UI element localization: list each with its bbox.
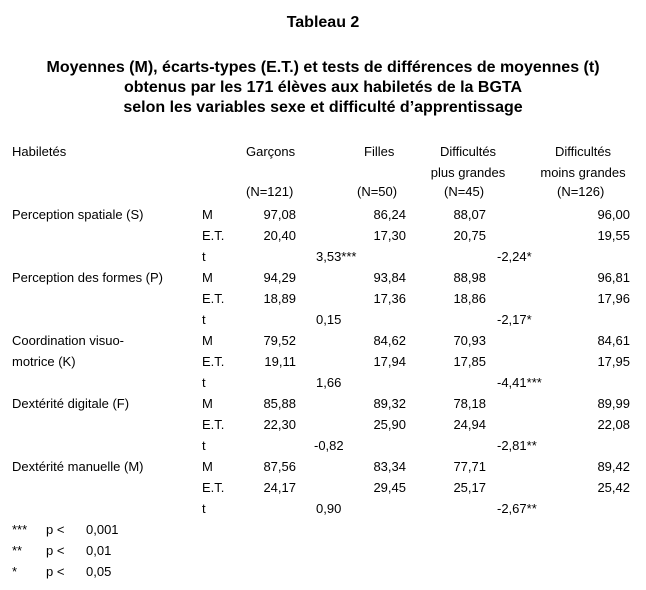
mean-boys: 97,08 — [263, 207, 296, 222]
caption-line: Moyennes (M), écarts-types (E.T.) et tests de différences de moyennes (t) — [46, 59, 600, 76]
stat-label-et: E.T. — [202, 480, 225, 495]
mean-lesser: 89,42 — [597, 459, 630, 474]
header-n-lesser: (N=126) — [557, 184, 605, 199]
stat-label-et: E.T. — [202, 291, 225, 306]
sd-greater: 17,85 — [453, 354, 486, 369]
stat-label-m: M — [202, 207, 213, 222]
t-difficulty: -2,81** — [497, 438, 537, 453]
mean-girls: 84,62 — [373, 333, 406, 348]
sd-boys: 19,11 — [264, 354, 296, 369]
mean-lesser: 89,99 — [597, 396, 630, 411]
header-lesser-difficulty: Difficultés — [554, 144, 612, 159]
header-n-boys: (N=121) — [246, 184, 294, 199]
header-greater-difficulty-sub: plus grandes — [430, 165, 506, 180]
legend-p: p < — [46, 564, 65, 579]
mean-lesser: 96,00 — [597, 207, 630, 222]
sd-lesser: 22,08 — [597, 417, 630, 432]
stat-label-et: E.T. — [202, 354, 225, 369]
stat-label-t: t — [202, 501, 206, 516]
legend-stars: *** — [12, 522, 28, 537]
stat-label-m: M — [202, 396, 213, 411]
header-greater-difficulty: Difficultés — [439, 144, 497, 159]
mean-greater: 88,07 — [453, 207, 486, 222]
skill-name: Dextérité manuelle (M) — [12, 459, 144, 474]
sd-greater: 20,75 — [453, 228, 486, 243]
mean-lesser: 84,61 — [597, 333, 630, 348]
header-n-girls: (N=50) — [357, 184, 398, 199]
legend-stars: * — [12, 564, 18, 579]
sd-girls: 25,90 — [373, 417, 406, 432]
sd-lesser: 17,95 — [597, 354, 630, 369]
skill-name: Perception des formes (P) — [12, 270, 164, 285]
header-n-greater: (N=45) — [444, 184, 485, 199]
legend-p: p < — [46, 522, 65, 537]
sd-boys: 20,40 — [263, 228, 296, 243]
t-sex: -0,82 — [314, 438, 344, 453]
sd-boys: 24,17 — [263, 480, 296, 495]
t-difficulty: -4,41*** — [497, 375, 542, 390]
stat-label-m: M — [202, 270, 213, 285]
mean-girls: 89,32 — [373, 396, 406, 411]
sd-girls: 17,94 — [373, 354, 406, 369]
legend-value: 0,05 — [86, 564, 112, 579]
mean-boys: 85,88 — [263, 396, 296, 411]
skill-name: Dextérité digitale (F) — [12, 396, 130, 411]
t-sex: 3,53*** — [316, 249, 357, 264]
mean-boys: 94,29 — [263, 270, 296, 285]
t-sex: 0,15 — [316, 312, 342, 327]
sd-lesser: 17,96 — [597, 291, 630, 306]
table-title: Tableau 2 — [286, 14, 360, 31]
mean-greater: 77,71 — [453, 459, 486, 474]
legend-value: 0,01 — [86, 543, 112, 558]
mean-girls: 86,24 — [373, 207, 406, 222]
skill-name: Coordination visuo- — [12, 333, 125, 348]
header-girls: Filles — [364, 144, 395, 159]
mean-greater: 88,98 — [453, 270, 486, 285]
stat-label-t: t — [202, 249, 206, 264]
sd-lesser: 19,55 — [597, 228, 630, 243]
sd-lesser: 25,42 — [597, 480, 630, 495]
sd-girls: 17,36 — [373, 291, 406, 306]
sd-girls: 29,45 — [373, 480, 406, 495]
mean-boys: 87,56 — [263, 459, 296, 474]
caption-line: selon les variables sexe et difficulté d’apprentissage — [123, 99, 523, 116]
mean-girls: 93,84 — [373, 270, 406, 285]
stat-label-m: M — [202, 459, 213, 474]
sd-greater: 24,94 — [453, 417, 486, 432]
t-sex: 0,90 — [316, 501, 342, 516]
t-difficulty: -2,67** — [497, 501, 537, 516]
header-boys: Garçons — [246, 144, 296, 159]
mean-girls: 83,34 — [373, 459, 406, 474]
header-skills: Habiletés — [12, 144, 67, 159]
t-difficulty: -2,17* — [497, 312, 532, 327]
sd-girls: 17,30 — [373, 228, 406, 243]
table-caption — [0, 58, 646, 118]
skill-name: Perception spatiale (S) — [12, 207, 144, 222]
stat-label-t: t — [202, 438, 206, 453]
t-sex: 1,66 — [316, 375, 342, 390]
stat-label-t: t — [202, 312, 206, 327]
header-lesser-difficulty-sub: moins grandes — [540, 165, 626, 180]
legend-stars: ** — [12, 543, 23, 558]
t-difficulty: -2,24* — [497, 249, 532, 264]
mean-greater: 70,93 — [453, 333, 486, 348]
sd-greater: 18,86 — [453, 291, 486, 306]
stat-label-t: t — [202, 375, 206, 390]
caption-line: obtenus par les 171 élèves aux habiletés de la BGTA — [123, 79, 523, 96]
mean-boys: 79,52 — [263, 333, 296, 348]
sd-boys: 18,89 — [263, 291, 296, 306]
stat-label-m: M — [202, 333, 213, 348]
skill-name-continued: motrice (K) — [12, 354, 76, 369]
sd-greater: 25,17 — [453, 480, 486, 495]
stat-label-et: E.T. — [202, 417, 225, 432]
legend-p: p < — [46, 543, 65, 558]
mean-lesser: 96,81 — [597, 270, 630, 285]
mean-greater: 78,18 — [453, 396, 486, 411]
stat-label-et: E.T. — [202, 228, 225, 243]
legend-value: 0,001 — [86, 522, 119, 537]
sd-boys: 22,30 — [263, 417, 296, 432]
